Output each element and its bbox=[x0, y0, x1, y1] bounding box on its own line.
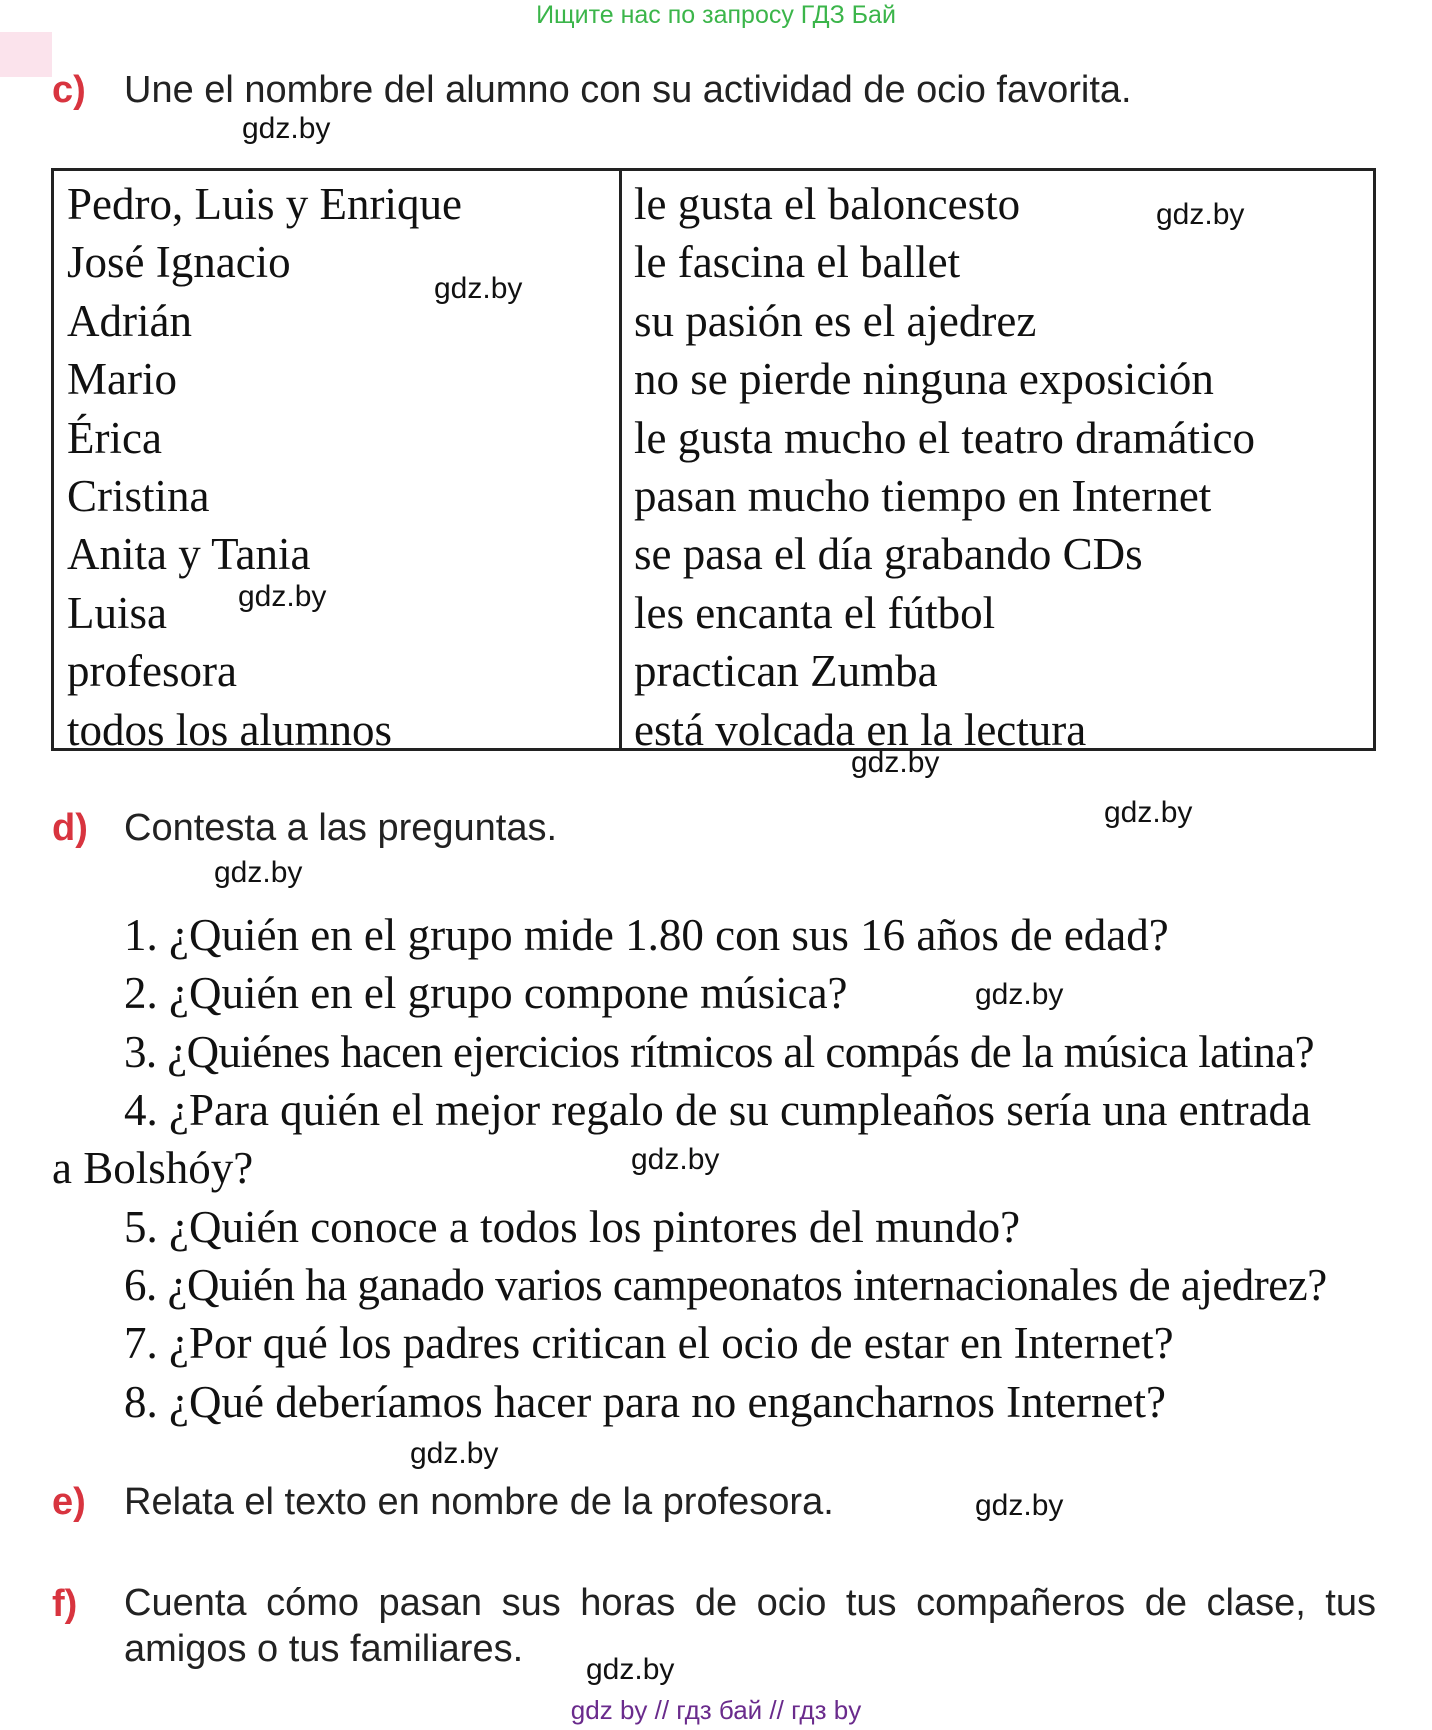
watermark: gdz.by bbox=[242, 112, 331, 145]
matching-table bbox=[51, 168, 1376, 755]
question-2: 2. ¿Quién en el grupo compone música? bbox=[124, 968, 848, 1018]
question-8: 8. ¿Qué deberíamos hacer para no engancharnos Internet? bbox=[124, 1377, 1166, 1427]
section-c-label: c) bbox=[52, 69, 86, 111]
list-item: se pasa el día grabando CDs bbox=[634, 529, 1143, 580]
question-6: 6. ¿Quién ha ganado varios campeonatos internacionales de ajedrez? bbox=[124, 1260, 1327, 1310]
watermark: gdz.by bbox=[1104, 796, 1193, 829]
watermark: gdz.by bbox=[238, 580, 327, 613]
list-item: le fascina el ballet bbox=[634, 237, 961, 288]
question-1: 1. ¿Quién en el grupo mide 1.80 con sus 16 años de edad? bbox=[124, 910, 1169, 960]
list-item: les encanta el fútbol bbox=[634, 587, 996, 638]
names-column bbox=[67, 175, 462, 759]
page-tab-marker bbox=[0, 32, 52, 77]
watermark: gdz.by bbox=[975, 978, 1064, 1011]
list-item: José Ignacio bbox=[67, 237, 291, 288]
question-4: 4. ¿Para quién el mejor regalo de su cumpleaños sería una entrada bbox=[124, 1085, 1312, 1135]
list-item: su pasión es el ajedrez bbox=[634, 295, 1037, 346]
question-5: 5. ¿Quién conoce a todos los pintores del mundo? bbox=[124, 1202, 1021, 1252]
watermark: gdz.by bbox=[1156, 198, 1245, 231]
list-item: Luisa bbox=[67, 587, 167, 638]
section-c-instruction: Une el nombre del alumno con su actividad de ocio favorita. bbox=[124, 69, 1132, 111]
list-item: le gusta mucho el teatro dramático bbox=[634, 412, 1256, 463]
watermark: gdz.by bbox=[434, 272, 523, 305]
section-d-instruction: Contesta a las preguntas. bbox=[124, 807, 558, 849]
watermark: gdz.by bbox=[631, 1143, 720, 1176]
list-item: profesora bbox=[67, 646, 237, 697]
footer-links: gdz by // гдз бай // гдз by bbox=[570, 1695, 862, 1725]
list-item: no se pierde ninguna exposición bbox=[634, 354, 1214, 405]
list-item: Adrián bbox=[67, 295, 192, 346]
section-e-instruction: Relata el texto en nombre de la profesora. bbox=[124, 1481, 834, 1523]
list-item: Érica bbox=[67, 412, 162, 463]
watermark: gdz.by bbox=[586, 1653, 675, 1686]
list-item: Pedro, Luis y Enrique bbox=[67, 179, 462, 229]
question-7: 7. ¿Por qué los padres critican el ocio de estar en Internet? bbox=[124, 1318, 1174, 1368]
table-divider bbox=[619, 171, 622, 748]
section-f-label: f) bbox=[52, 1583, 78, 1625]
section-e-label: e) bbox=[52, 1481, 86, 1523]
watermark: gdz.by bbox=[975, 1489, 1064, 1522]
list-item: está volcada en la lectura bbox=[634, 704, 1087, 755]
list-item: Mario bbox=[67, 354, 177, 405]
list-item: practican Zumba bbox=[634, 646, 938, 697]
watermark: gdz.by bbox=[410, 1437, 499, 1470]
activities-column bbox=[634, 175, 1255, 759]
list-item: todos los alumnos bbox=[67, 704, 393, 755]
question-3: 3. ¿Quiénes hacen ejercicios rítmicos al compás de la música latina? bbox=[124, 1027, 1314, 1077]
top-banner: Ищите нас по запросу ГДЗ Бай bbox=[536, 1, 896, 29]
section-f-instruction: Cuenta cómo pasan sus horas de ocio tus compañeros de clase, tus amigos o tus familiares. bbox=[124, 1582, 1376, 1670]
list-item: Anita y Tania bbox=[67, 529, 311, 580]
list-item: pasan mucho tiempo en Internet bbox=[634, 471, 1212, 522]
watermark: gdz.by bbox=[214, 856, 303, 889]
section-d-label: d) bbox=[52, 807, 88, 849]
list-item: Cristina bbox=[67, 471, 210, 522]
list-item: le gusta el baloncesto bbox=[634, 179, 1021, 229]
watermark: gdz.by bbox=[851, 746, 940, 779]
question-4-continued: a Bolshóy? bbox=[52, 1143, 254, 1193]
